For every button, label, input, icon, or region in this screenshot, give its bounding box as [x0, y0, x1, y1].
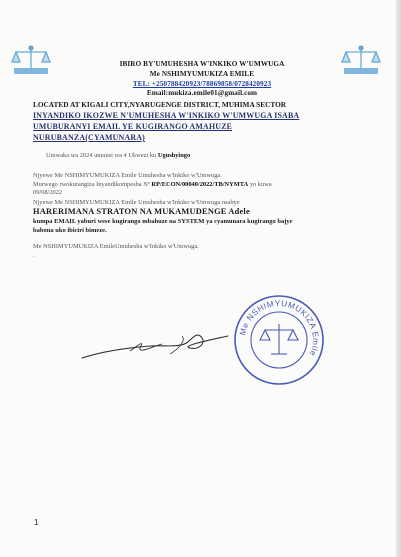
scales-of-justice-logo-right	[340, 44, 382, 76]
office-title: IBIRO BY'UMUHESHA W'INKIKO W'UMWUGA	[119, 60, 285, 68]
request-text-line1: kumpa EMAIL yaburi wese kugirango mbahuze na SYSTEM ya cyamunara kugirango bajye	[33, 218, 293, 225]
page-number: 1	[34, 518, 39, 527]
email-line: Email:mukiza.emile01@gmail.com	[146, 89, 258, 97]
parties-names: HARERIMANA STRATON NA MUKAMUDENGE Adele	[33, 207, 250, 216]
page-edge-shadow	[396, 0, 401, 557]
dot-mark: .	[33, 252, 35, 259]
bailiff-name: Me NSHIMYUMUKIZA EMILE	[149, 70, 255, 78]
case-reference: RP/ECON/00040/2022/TB/NYMTA	[151, 181, 249, 188]
request-text-line2: babona uko ibiciri bimeze.	[33, 227, 107, 234]
paragraph-request: Njyewe Me NSHIMYUMUKIZA Emile Umuhesha w'Inkiko w'Umwuga nsabye	[33, 199, 240, 206]
document-title-line2: UMUBURANYI EMAIL YE KUGIRANGO AMAHUZE	[33, 122, 233, 131]
official-stamp	[233, 294, 325, 386]
reference-suffix: yo kuwa	[248, 181, 272, 188]
paragraph-intro: Njyewe Me NSHIMYUMUKIZA Emile Umuhesha w'Inkiko w'Umwuga.	[33, 172, 222, 179]
date-prefix: Umwaka wa 2024 umunsi wa 4 Ukwezi ku	[46, 152, 158, 159]
date-line	[46, 152, 190, 159]
paragraph-reference	[33, 181, 272, 188]
handwritten-signature	[70, 318, 240, 368]
location-line: LOCATED AT KIGALI CITY,NYARUGENGE DISTRICT, MUHIMA SECTOR	[33, 100, 287, 109]
document-title-line1: INYANDIKO IKOZWE N'UMUHESHA W'INKIKO W'UMWUGA ISABA	[33, 111, 300, 120]
document-title-line3: NURUBANZA(CYAMUNARA)	[33, 133, 145, 142]
stamp-text: Me NSHIMYUMUKIZA Emile	[238, 298, 321, 358]
phone-link[interactable]: TEL: +250788420923/78869858/0728420923	[132, 80, 272, 88]
reference-date: 09/08/2022	[33, 189, 63, 196]
scales-of-justice-logo-left	[10, 44, 52, 76]
reference-prefix: Murwego rwokurangiza Inyandikompesha Nº	[33, 181, 152, 188]
date-month: Ugushyingo	[157, 152, 191, 159]
signatory-line: Me NSHIMYUMUKIZA EmileUmuhesha w'Inkiko w'Umwuga.	[33, 243, 199, 250]
